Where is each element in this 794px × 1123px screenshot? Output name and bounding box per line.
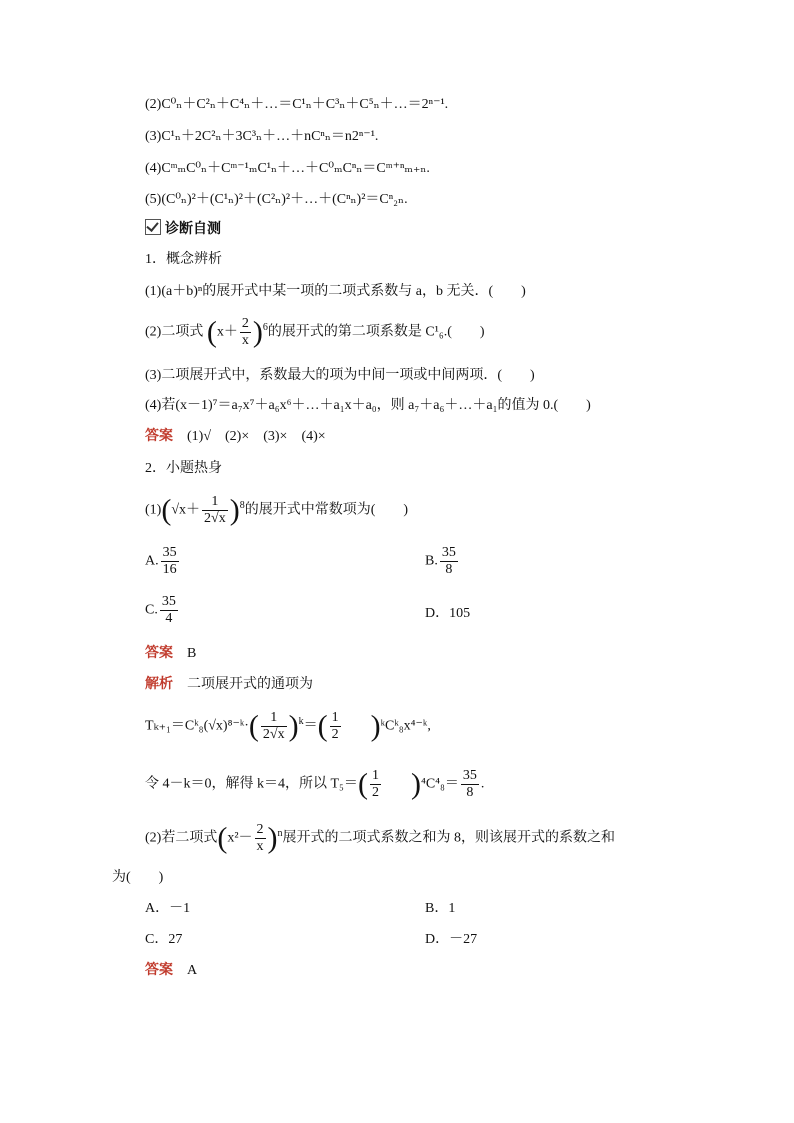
answer-label: 答案 (145, 963, 173, 978)
part2-answer-1 (145, 644, 196, 664)
option-c-fraction (160, 594, 178, 627)
let-rnum: 35 (462, 768, 477, 783)
tk-fraction-2 (330, 710, 341, 743)
let-den: 2 (371, 785, 379, 800)
p2q2-suffix: 展开式的二项式系数之和为 8，则该展开式的系数之和 (282, 830, 616, 846)
q2-suffix: 的展开式的第二项系数是 C¹₆.( ) (267, 324, 485, 340)
part1-question-1: (1)(a＋b)ⁿ的展开式中某一项的二项式系数与 a，b 无关．( ) (145, 284, 526, 299)
right-paren: ) (370, 709, 381, 743)
p2q2-den: x (256, 839, 264, 854)
q2-option-a: A．－1 (145, 901, 191, 916)
q2-exp: 6 (262, 322, 268, 334)
option-d: D．105 (425, 606, 471, 621)
general-term-line (145, 710, 431, 743)
q2-option-b: B．1 (425, 901, 456, 916)
q2-x: x＋ (216, 324, 238, 340)
answer-text: B (187, 646, 197, 661)
p2q1-sqrt: √x＋ (171, 502, 201, 518)
answer-label: 答案 (145, 429, 173, 444)
left-paren: ( (317, 709, 328, 743)
right-paren: ) (229, 493, 240, 527)
q2-num: 2 (241, 316, 249, 331)
tk-exp: k (298, 716, 304, 728)
p2q1-num: 1 (202, 494, 228, 511)
right-paren: ) (267, 821, 278, 855)
option-b (425, 545, 460, 578)
part1-question-3: (3)二项展开式中，系数最大的项为中间一项或中间两项．( ) (145, 368, 535, 383)
let-tail: ⁴C⁴₈＝ (420, 776, 459, 792)
tk-line-a: Tₖ₊₁＝Cᵏ₈(√x)⁸⁻ᵏ· (145, 718, 249, 734)
answer-label: 答案 (145, 646, 173, 661)
part2-answer-2 (145, 961, 197, 981)
let-line-a: 令 4－k＝0，解得 k＝4，所以 T₅＝ (145, 776, 358, 792)
q2-fraction (240, 316, 251, 349)
p2q2-exp: n (277, 828, 283, 840)
analysis-label: 解析 (145, 677, 173, 692)
tk-fraction (261, 710, 287, 743)
p2q2-num: 2 (256, 822, 264, 837)
formula-3: (3)C¹ₙ＋2C²ₙ＋3C³ₙ＋…＋nCⁿₙ＝n2ⁿ⁻¹. (145, 129, 379, 144)
let-result-fraction (461, 768, 479, 801)
p2q1-den: 2√x (204, 511, 226, 526)
p2q2-fraction (255, 822, 266, 855)
section-header-text: 诊断自测 (165, 221, 221, 237)
right-paren: ) (252, 315, 263, 349)
option-b-label: B. (425, 553, 438, 569)
q2-option-c: C．27 (145, 932, 183, 947)
p2q1-exp: 8 (239, 500, 245, 512)
left-paren: ( (357, 767, 368, 801)
option-c (145, 594, 180, 627)
option-a-den: 16 (162, 562, 177, 577)
part2-question-2-cont: 为( ) (112, 870, 164, 885)
analysis (145, 675, 313, 695)
p2q1-suffix: 的展开式中常数项为( ) (244, 502, 409, 518)
section-header (145, 219, 221, 239)
checkmark-icon (145, 219, 161, 235)
tk-den-2: 2 (331, 727, 339, 742)
right-paren: ) (288, 709, 299, 743)
option-c-num: 35 (161, 594, 176, 609)
option-b-num: 35 (441, 545, 456, 560)
left-paren: ( (161, 493, 172, 527)
option-a-fraction (161, 545, 179, 578)
part1-title: 1．概念辨析 (145, 252, 222, 267)
option-c-label: C. (145, 602, 158, 618)
q2-den: x (241, 333, 249, 348)
part1-answer (145, 427, 326, 447)
let-fraction (370, 768, 381, 801)
left-paren: ( (206, 315, 217, 349)
part2-title: 2．小题热身 (145, 461, 222, 476)
q2-prefix: (2)二项式 (145, 324, 204, 340)
part2-question-1 (145, 494, 408, 527)
p2q2-x: x²－ (227, 830, 253, 846)
p2q2-prefix: (2)若二项式 (145, 830, 218, 846)
option-c-den: 4 (165, 611, 173, 626)
option-b-den: 8 (445, 562, 453, 577)
tk-num: 1 (261, 710, 287, 727)
part1-question-4: (4)若(x－1)⁷＝a₇x⁷＋a₆x⁶＋…＋a₁x＋a₀，则 a₇＋a₆＋…＋a₁的值为 0.( ) (145, 398, 591, 413)
option-a-num: 35 (162, 545, 177, 560)
part1-question-2 (145, 316, 485, 349)
solution-line: 令 4－k＝0，解得 k＝4，所以 T₅＝( $\frac{1}{2}$ )⁴C⁴₈＝ $\frac{35}{8}$ . (145, 767, 485, 801)
p2q1-prefix: (1) (145, 502, 162, 518)
p2q1-fraction (202, 494, 228, 527)
left-paren: ( (217, 821, 228, 855)
tk-den: 2√x (262, 727, 285, 742)
left-paren: ( (248, 709, 259, 743)
tk-eq: ＝ (303, 718, 318, 734)
option-a (145, 545, 181, 578)
part2-question-2 (145, 822, 615, 855)
answer-text: (1)√ (2)× (3)× (4)× (187, 429, 326, 444)
formula-4: (4)CᵐₘC⁰ₙ＋Cᵐ⁻¹ₘC¹ₙ＋…＋C⁰ₘCⁿₙ＝Cᵐ⁺ⁿₘ₊ₙ. (145, 161, 430, 176)
answer-text: A (187, 963, 198, 978)
tk-num-2: 1 (331, 710, 339, 725)
option-b-fraction (440, 545, 458, 578)
right-paren: ) (410, 767, 421, 801)
let-num: 1 (371, 768, 379, 783)
option-a-label: A. (145, 553, 159, 569)
tk-tail: ᵏCᵏ₈x⁴⁻ᵏ, (380, 718, 431, 734)
formula-2: (2)C⁰ₙ＋C²ₙ＋C⁴ₙ＋…＝C¹ₙ＋C³ₙ＋C⁵ₙ＋…＝2ⁿ⁻¹. (145, 97, 449, 112)
q2-option-d: D．－27 (425, 932, 478, 947)
analysis-text: 二项展开式的通项为 (187, 677, 313, 692)
formula-5: (5)(C⁰ₙ)²＋(C¹ₙ)²＋(C²ₙ)²＋…＋(Cⁿₙ)²＝Cⁿ₂ₙ. (145, 192, 408, 207)
let-rden: 8 (466, 785, 474, 800)
